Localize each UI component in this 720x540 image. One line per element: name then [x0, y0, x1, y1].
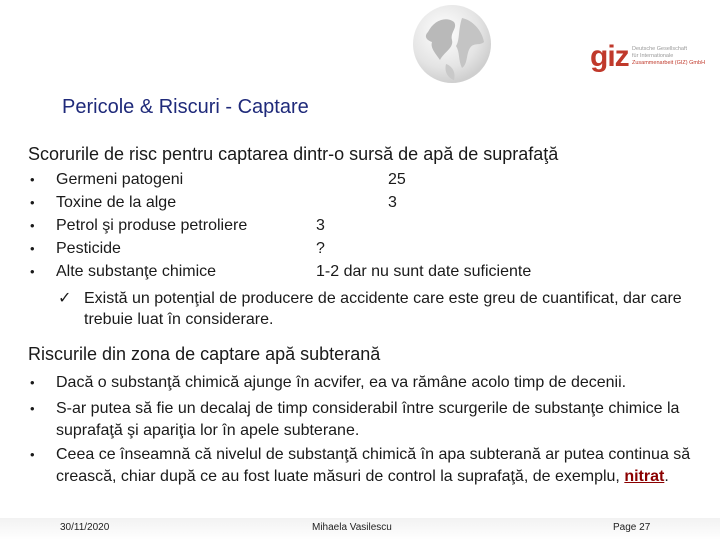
section-heading-surface-water: Scorurile de risc pentru captarea dintr-o sursă de apă de suprafaţă	[28, 144, 559, 164]
logo-text	[632, 46, 718, 67]
nitrat-link[interactable]: nitrat	[624, 468, 665, 485]
logo-line-3: Zusammenarbeit (GIZ) GmbH	[632, 60, 706, 66]
bullet-icon: •	[30, 401, 35, 416]
risk-label: Petrol şi produse petroliere	[56, 217, 248, 234]
logo-line-1: Deutsche Gesellschaft	[632, 46, 688, 52]
bullet-icon: •	[30, 218, 35, 233]
risk-score: 1-2 dar nu sunt date suficiente	[316, 263, 532, 280]
bullet-icon: •	[30, 375, 35, 390]
bullet-icon: •	[30, 172, 35, 187]
bullet-icon: •	[30, 195, 35, 210]
risk-label: Pesticide	[56, 240, 121, 257]
sentence-end: .	[664, 468, 669, 485]
bullet-icon: •	[30, 447, 35, 462]
risk-label: Alte substanţe chimice	[56, 263, 217, 280]
groundwater-risk-item: S-ar putea să fie un decalaj de timp considerabil între scurgerile de substanţe chimice la suprafaţă şi apariţia lor în apele subterane.	[56, 400, 680, 439]
logo-mark: giz	[590, 40, 629, 73]
logo-line-2: für Internationale	[632, 53, 674, 59]
footer-page-number: Page 27	[613, 522, 651, 533]
bullet-icon: •	[30, 264, 35, 279]
risk-score: 3	[316, 217, 325, 234]
footer-date: 30/11/2020	[60, 522, 110, 533]
groundwater-risk-item	[56, 444, 706, 488]
risk-label: Toxine de la alge	[56, 194, 177, 211]
footer-author: Mihaela Vasilescu	[312, 522, 392, 533]
slide-title: Pericole & Riscuri - Captare	[62, 96, 309, 118]
risk-score: 25	[388, 171, 406, 188]
risk-score: 3	[388, 194, 397, 211]
globe-icon	[410, 2, 494, 86]
groundwater-risk-item: Dacă o substanţă chimică ajunge în acvifer, ea va rămâne acolo timp de decenii.	[56, 374, 627, 391]
bullet-icon: •	[30, 241, 35, 256]
groundwater-risk-text: Ceea ce înseamnă că nivelul de substanţă chimică în apa subterană ar putea continua să crească, chiar după ce au fost luate măsuri de control la suprafaţă, de exemplu,	[56, 446, 691, 485]
risk-label: Germeni patogeni	[56, 171, 184, 188]
risk-note: Există un potenţial de producere de accidente care este greu de cuantificat, dar care trebuie luat în considerare.	[84, 290, 682, 328]
check-icon: ✓	[58, 290, 72, 307]
risk-score: ?	[316, 240, 325, 257]
section-heading-groundwater: Riscurile din zona de captare apă subterană	[28, 344, 381, 364]
